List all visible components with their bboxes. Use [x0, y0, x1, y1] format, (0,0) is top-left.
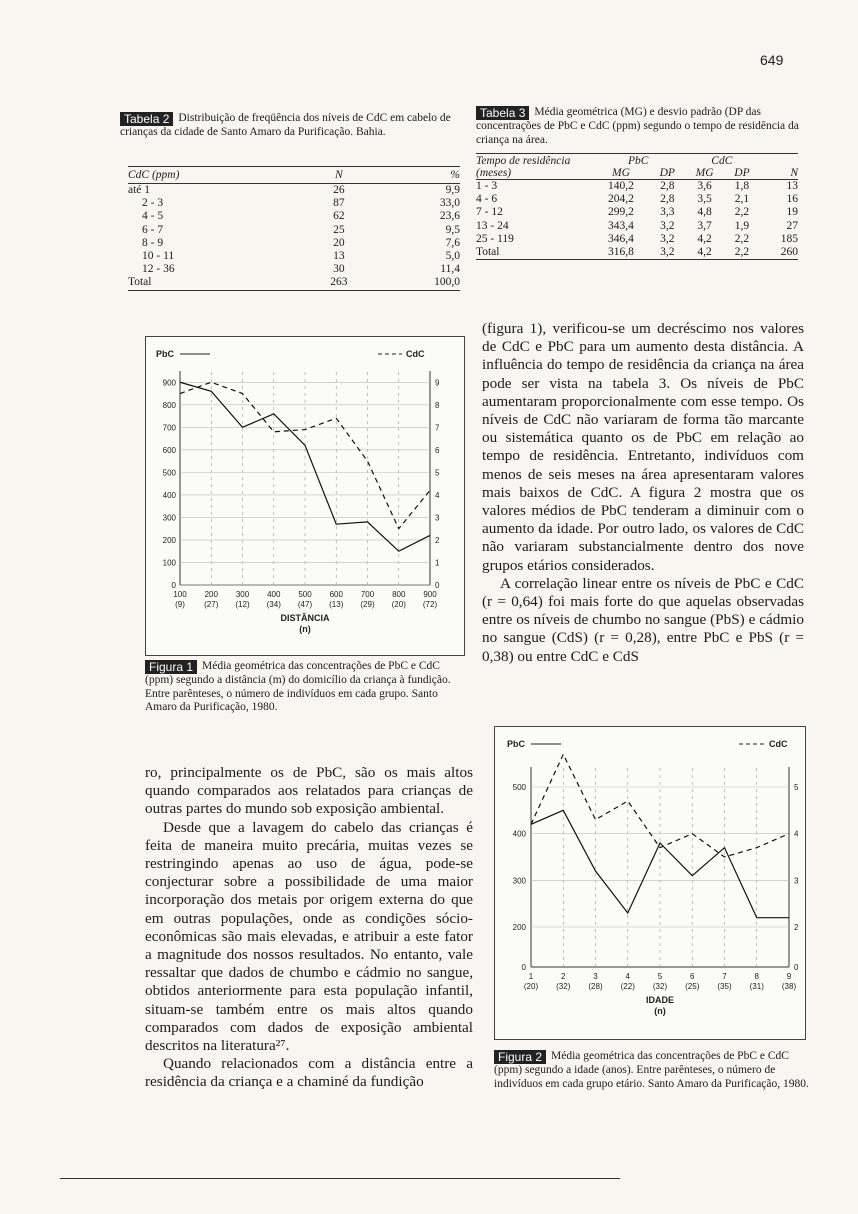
right-paragraph-1: (figura 1), verificou-se um decréscimo nos valores de CdC e PbC para um aumento desta distância. A influência do tempo de residência da criança na área pode ser vista na tabela 3. Os níveis de PbC aumentaram proporcionalmente com esse tempo. Os níveis de CdC não variaram de forma tão marcante ou sistemática quanto os de PbC em relação ao tempo de residência. Entretanto, indivíduos com menos de seis meses na área apresentaram valores mais baixos de CdC. A figura 2 mostra que os valores médios de PbC tenderam a diminuir com o aumento da idade. Por outro lado, os valores de CdC não variaram substancialmente dentro dos nove grupos etários considerados. [482, 320, 804, 574]
tabela2-cell: 87 [333, 197, 345, 210]
legend-pbc-label: PbC [507, 739, 525, 749]
tabela3-cell: 299,2 [608, 206, 634, 219]
y-right-tick-label: 0 [794, 963, 799, 972]
tabela2-cell: 100,0 [434, 276, 460, 289]
x-tick-label: 6 [690, 972, 695, 981]
tabela3-h-mg1: MG [612, 167, 630, 179]
tabela3-cell: 25 - 119 [476, 232, 514, 245]
tabela2-caption-text: Distribuição de freqüência dos níveis de CdC em cabelo de crianças da cidade de Santo Amaro da Purificação. Bahia. [120, 112, 451, 138]
tabela3-h-n: N [790, 167, 798, 179]
legend-cdc-label: CdC [769, 739, 788, 749]
legend-cdc-label: CdC [406, 349, 425, 359]
tabela3-h-dp2: DP [734, 167, 750, 179]
y-right-tick-label: 2 [435, 535, 440, 545]
y-right-tick-label: 1 [435, 558, 440, 568]
tabela3-cell: 4,2 [697, 246, 712, 259]
x-count-label: (38) [781, 982, 797, 991]
tabela3-cell: 1 - 3 [476, 180, 498, 192]
x-tick-label: 300 [235, 590, 250, 599]
tabela2-cell: 4 - 5 [142, 210, 164, 223]
tabela2-row [128, 250, 460, 263]
figura2-caption-text: Média geométrica das concentrações de PbC e CdC (ppm) segundo a idade (anos). Entre parênteses, o número de indivíduos em cada grupo etário. Santo Amaro da Purificação, 1980. [494, 1050, 809, 1090]
x-count-label: (28) [588, 982, 603, 991]
tabela3-cell: 260 [780, 246, 798, 259]
x-axis-label: DISTÂNCIA [280, 613, 330, 623]
x-count-label: (34) [266, 600, 281, 609]
tabela3-row [476, 206, 798, 219]
tabela3-cell: 16 [786, 193, 798, 206]
y-right-tick-label: 3 [435, 513, 440, 523]
tabela3-cell: 343,4 [608, 219, 634, 232]
tabela2-body [128, 184, 460, 291]
x-tick-label: 500 [298, 590, 312, 599]
tabela3-cell: 2,2 [734, 246, 750, 259]
tabela2-header-n: N [309, 167, 370, 184]
y-left-tick-label: 500 [162, 468, 176, 478]
tabela3-cell: 4 - 6 [476, 193, 498, 206]
tabela2-cell: 11,4 [440, 263, 460, 276]
tabela2-cell: 5,0 [445, 250, 460, 263]
tabela3-cell: 3,2 [660, 246, 675, 259]
tabela3-row [476, 193, 798, 206]
tabela3-row [476, 233, 798, 246]
tabela2-cell: até 1 [128, 184, 151, 196]
tabela2-cell: 9,5 [445, 223, 460, 236]
tabela3-h-tempo: Tempo de residência [476, 155, 571, 167]
tabela3-cell: 27 [786, 219, 798, 232]
tabela2-cell: 13 [333, 250, 345, 263]
tabela3-cell: 346,4 [608, 232, 634, 245]
y-right-tick-label: 9 [435, 378, 440, 388]
tabela3-cell: 7 - 12 [476, 206, 503, 219]
y-left-tick-label: 500 [512, 783, 526, 792]
x-count-label: (22) [620, 982, 635, 991]
tabela2-cell: Total [128, 276, 152, 289]
tabela3-cell: 2,2 [734, 232, 750, 245]
tabela3-row [476, 246, 798, 260]
y-left-tick-label: 200 [512, 923, 526, 932]
tabela3-cell: 2,8 [660, 180, 675, 192]
x-tick-label: 400 [267, 590, 281, 599]
x-count-label: (20) [391, 600, 406, 609]
tabela3-body [476, 180, 798, 260]
tabela3-h-cdc: CdC [711, 155, 733, 167]
x-count-label: (31) [749, 982, 764, 991]
tabela3-cell: 1,9 [734, 219, 750, 232]
tabela2-cell: 12 - 36 [142, 263, 175, 276]
y-right-tick-label: 3 [794, 876, 799, 886]
tabela3-cell: 4,8 [697, 206, 712, 219]
y-right-tick-label: 6 [435, 445, 440, 455]
tabela3-h-mg2: MG [695, 167, 714, 179]
figura2-tag: Figura 2 [494, 1050, 546, 1064]
x-tick-label: 3 [593, 972, 598, 981]
y-left-tick-label: 900 [162, 378, 176, 388]
tabela3-cell: 1,8 [734, 180, 750, 192]
tabela3-cell: 2,2 [734, 206, 750, 219]
x-count-label: (20) [523, 982, 539, 991]
tabela3-row [476, 180, 798, 194]
x-tick-label: 4 [625, 972, 630, 981]
figura2-caption [494, 1050, 814, 1091]
tabela3-tag: Tabela 3 [476, 106, 529, 120]
left-column-text [145, 764, 473, 1092]
tabela3-top-rule [476, 153, 798, 154]
x-count-label: (13) [329, 600, 344, 609]
tabela2-cell: 62 [333, 210, 345, 223]
x-count-label: (32) [652, 982, 668, 991]
tabela2-cell: 10 - 11 [142, 250, 175, 263]
tabela3-cell: Total [476, 246, 500, 259]
tabela2-header-pct: % [369, 167, 460, 184]
y-left-tick-label: 400 [512, 829, 526, 839]
tabela2-cell: 23,6 [439, 210, 460, 223]
left-paragraph-2: Desde que a lavagem do cabelo das crianças é feita de maneira muito precária, muitas vezes se restringindo apenas ao uso de água, pode-se conjecturar sobre a possibilidade de uma maior incorporação dos metais por origem externa do que em outras populações, onde as condições sócio-econômicas são mais elevadas, e atribuir a este fator a magnitude dos nossos resultados. No entanto, vale ressaltar que dados de chumbo e cádmio no sangue, obtidos anteriormente para esta população infantil, situam-se também entre os mais altos quando comparados com dados de exposição ambiental descritos na literatura²⁷. [145, 818, 473, 1055]
tabela3-h-dp1: DP [659, 167, 675, 179]
x-axis-sublabel: (n) [299, 624, 311, 634]
y-right-tick-label: 8 [435, 400, 440, 410]
bottom-rule [60, 1178, 620, 1179]
tabela2-row [128, 237, 460, 250]
y-left-tick-label: 100 [162, 558, 176, 568]
y-left-tick-label: 300 [512, 876, 526, 886]
tabela3-cell: 3,3 [660, 206, 675, 219]
x-tick-label: 800 [392, 590, 406, 599]
tabela2-tag: Tabela 2 [120, 112, 173, 126]
x-tick-label: 8 [754, 972, 759, 981]
tabela2-cell: 2 - 3 [142, 197, 164, 210]
right-paragraph-2: A correlação linear entre os níveis de PbC e CdC (r = 0,64) foi mais forte do que aquelas observadas entre os níveis de chumbo no sangue (PbS) e cádmio no sangue (CdS) (r = 0,28), entre PbC e PbS (r = 0,38) ou entre CdC e CdS [482, 574, 804, 665]
page-number: 649 [760, 52, 784, 68]
y-left-tick-label: 0 [171, 581, 176, 590]
tabela3-cell: 185 [780, 232, 798, 245]
x-count-label: (25) [685, 982, 700, 991]
tabela2-cell: 263 [330, 276, 348, 289]
x-axis-sublabel: (n) [654, 1006, 666, 1016]
y-right-tick-label: 0 [435, 581, 440, 590]
tabela2-cell: 20 [333, 236, 345, 249]
tabela2-cell: 6 - 7 [142, 223, 164, 236]
y-left-tick-label: 0 [521, 963, 526, 972]
y-left-tick-label: 700 [162, 423, 176, 433]
x-tick-label: 900 [423, 590, 437, 599]
tabela3-row [476, 220, 798, 233]
figura1-caption-text: Média geométrica das concentrações de PbC e CdC (ppm) segundo a distância (m) do domicílio da criança à fundição. Entre parênteses, o número de indivíduos em cada grupo. Santo Amaro da Purificação, 1980. [145, 660, 451, 713]
y-left-tick-label: 200 [162, 535, 176, 545]
x-count-label: (47) [297, 600, 313, 609]
tabela2-cell: 9,9 [445, 184, 460, 196]
tabela2-caption [120, 112, 460, 140]
figura1-caption [145, 660, 465, 715]
figura1-tag: Figura 1 [145, 660, 197, 674]
y-left-tick-label: 600 [162, 445, 176, 455]
x-tick-label: 700 [360, 590, 375, 599]
x-count-label: (9) [175, 600, 185, 609]
left-paragraph-1: ro, principalmente os de PbC, são os mais altos quando comparados aos relatados para crianças de outras partes do mundo sob exposição ambiental. [145, 764, 473, 818]
tabela3-h-pbc: PbC [627, 155, 649, 167]
y-left-tick-label: 300 [162, 513, 176, 523]
x-tick-label: 5 [657, 972, 663, 981]
x-tick-label: 7 [722, 972, 727, 981]
figura1-chart-box [145, 336, 465, 656]
right-column-text [482, 320, 804, 666]
tabela2-cell: 33,0 [439, 197, 460, 210]
tabela3-cell: 140,2 [608, 180, 634, 192]
tabela3-cell: 2,8 [660, 193, 675, 206]
tabela2-cell: 30 [333, 263, 345, 276]
tabela3-cell: 3,2 [660, 232, 675, 245]
tabela3-caption [476, 106, 802, 147]
figura2-chart [495, 727, 805, 1039]
tabela2-cell: 7,6 [445, 236, 460, 249]
tabela2-header-cdc: CdC (ppm) [128, 167, 309, 184]
x-tick-label: 1 [528, 972, 534, 981]
x-tick-label: 200 [204, 590, 218, 599]
tabela3-cell: 3,6 [697, 180, 712, 192]
tabela3-cell: 19 [786, 206, 798, 219]
tabela2-table [128, 166, 460, 291]
tabela3-cell: 3,2 [660, 219, 675, 232]
tabela3-table [476, 155, 798, 260]
y-right-tick-label: 7 [435, 423, 440, 433]
tabela2-row [128, 224, 460, 237]
tabela2-cell: 26 [333, 184, 345, 196]
x-count-label: (72) [422, 600, 438, 609]
x-tick-label: 2 [561, 972, 566, 981]
tabela3-cell: 2,1 [734, 193, 750, 206]
x-count-label: (29) [360, 600, 375, 609]
tabela3-cell: 204,2 [608, 193, 634, 206]
tabela2-cell: 8 - 9 [142, 236, 164, 249]
x-axis-label: IDADE [645, 995, 675, 1005]
tabela2-row [128, 184, 460, 198]
tabela2-cell: 25 [333, 223, 345, 236]
tabela3-caption-text: Média geométrica (MG) e desvio padrão (DP das concentrações de PbC e CdC (ppm) segundo o tempo de residência da criança na área. [476, 106, 799, 146]
x-count-label: (27) [204, 600, 219, 609]
tabela2-row [128, 263, 460, 276]
tabela3-cell: 13 - 24 [476, 219, 509, 232]
tabela3-cell: 13 [786, 180, 798, 192]
legend-pbc-label: PbC [156, 349, 174, 359]
y-right-tick-label: 5 [794, 783, 799, 792]
x-count-label: (32) [556, 982, 571, 991]
x-tick-label: 9 [786, 972, 792, 981]
tabela3-cell: 316,8 [608, 246, 634, 259]
y-left-tick-label: 400 [162, 490, 176, 500]
figura2-chart-box [494, 726, 806, 1040]
figura1-chart [146, 337, 464, 655]
y-left-tick-label: 800 [162, 400, 176, 410]
tabela2-row [128, 210, 460, 223]
tabela3-cell: 4,2 [697, 232, 712, 245]
x-tick-label: 600 [329, 590, 343, 599]
tabela3-cell: 3,7 [697, 219, 712, 232]
y-right-tick-label: 2 [794, 923, 799, 932]
y-right-tick-label: 5 [435, 468, 440, 478]
y-right-tick-label: 4 [794, 829, 799, 839]
tabela3-h-meses: (meses) [476, 167, 512, 179]
tabela2-row [128, 276, 460, 290]
tabela2-row [128, 197, 460, 210]
tabela3-cell: 3,5 [697, 193, 712, 206]
x-count-label: (35) [717, 982, 732, 991]
y-right-tick-label: 4 [435, 490, 440, 500]
left-paragraph-3: Quando relacionados com a distância entre a residência da criança e a chaminé da fundição [145, 1055, 473, 1091]
x-tick-label: 100 [173, 590, 187, 599]
x-count-label: (12) [235, 600, 250, 609]
